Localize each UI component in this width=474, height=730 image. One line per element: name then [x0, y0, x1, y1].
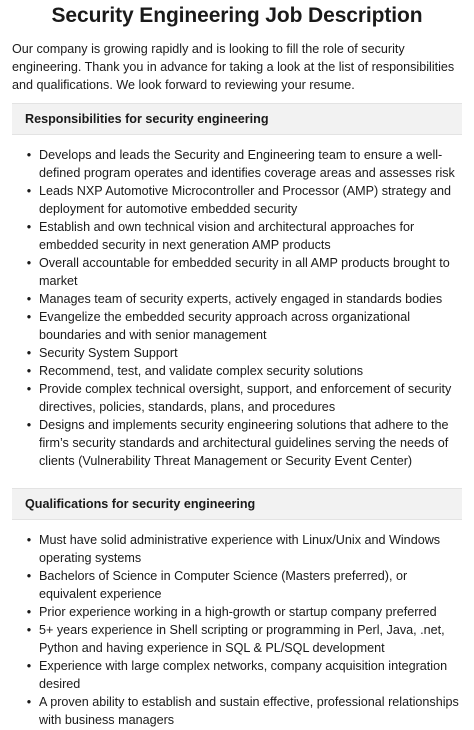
bullet-icon: •	[26, 310, 32, 324]
intro-paragraph: Our company is growing rapidly and is looking to fill the role of security engineering. Thank you in advance for taking a look at the list of responsibilities and qualifications. We look forward to reviewing your resume.	[12, 42, 455, 92]
bullet-icon: •	[26, 418, 32, 432]
list-item	[26, 254, 462, 290]
qualifications-list	[12, 531, 462, 729]
bullet-icon: •	[26, 364, 32, 378]
list-item-text: Develops and leads the Security and Engineering team to ensure a well-defined program operates and identifies coverage areas and assesses risk	[39, 148, 455, 180]
list-item-text: Security System Support	[39, 346, 178, 360]
list-item	[26, 182, 462, 218]
list-item	[26, 531, 462, 567]
list-item-text: Provide complex technical oversight, support, and enforcement of security directives, policies, standards, plans, and procedures	[39, 382, 452, 414]
list-item-text: Leads NXP Automotive Microcontroller and Processor (AMP) strategy and deployment for automotive embedded security	[39, 184, 452, 216]
bullet-icon: •	[26, 346, 32, 360]
responsibilities-heading: Responsibilities for security engineering	[12, 103, 462, 135]
bullet-icon: •	[26, 659, 32, 673]
bullet-icon: •	[26, 220, 32, 234]
bullet-icon: •	[26, 569, 32, 583]
qualifications-heading: Qualifications for security engineering	[12, 488, 462, 520]
bullet-icon: •	[26, 695, 32, 709]
list-item-text: Designs and implements security engineering solutions that adhere to the firm’s security standards and architectural guidelines serving the needs of clients (Vulnerability Threat Management or Security Event Center)	[39, 418, 449, 468]
list-item-text: Manages team of security experts, actively engaged in standards bodies	[39, 292, 443, 306]
list-item	[26, 693, 462, 729]
list-item-text: Evangelize the embedded security approach across organizational boundaries and with senior management	[39, 310, 411, 342]
page-title: Security Engineering Job Description	[51, 4, 423, 27]
list-item	[26, 603, 462, 621]
responsibilities-list	[12, 146, 462, 470]
list-item-text: Recommend, test, and validate complex security solutions	[39, 364, 364, 378]
list-item-text: Overall accountable for embedded security in all AMP products brought to market	[39, 256, 450, 288]
bullet-icon: •	[26, 605, 32, 619]
list-item	[26, 146, 462, 182]
list-item-text: 5+ years experience in Shell scripting or programming in Perl, Java, .net, Python and having experience in SQL & PL/SQL development	[39, 623, 445, 655]
bullet-icon: •	[26, 382, 32, 396]
list-item	[26, 344, 462, 362]
list-item-text: Establish and own technical vision and architectural approaches for embedded security in next generation AMP products	[39, 220, 415, 252]
list-item	[26, 657, 462, 693]
list-item	[26, 621, 462, 657]
list-item	[26, 362, 462, 380]
bullet-icon: •	[26, 256, 32, 270]
list-item-text: Prior experience working in a high-growth or startup company preferred	[39, 605, 437, 619]
bullet-icon: •	[26, 292, 32, 306]
list-item	[26, 308, 462, 344]
list-item-text: A proven ability to establish and sustain effective, professional relationships with business managers	[39, 695, 459, 727]
bullet-icon: •	[26, 533, 32, 547]
list-item	[26, 416, 462, 470]
bullet-icon: •	[26, 184, 32, 198]
list-item	[26, 380, 462, 416]
bullet-icon: •	[26, 148, 32, 162]
list-item-text: Bachelors of Science in Computer Science (Masters preferred), or equivalent experience	[39, 569, 408, 601]
list-item	[26, 567, 462, 603]
list-item	[26, 290, 462, 308]
bullet-icon: •	[26, 623, 32, 637]
list-item-text: Must have solid administrative experience with Linux/Unix and Windows operating systems	[39, 533, 441, 565]
list-item-text: Experience with large complex networks, company acquisition integration desired	[39, 659, 448, 691]
list-item	[26, 218, 462, 254]
